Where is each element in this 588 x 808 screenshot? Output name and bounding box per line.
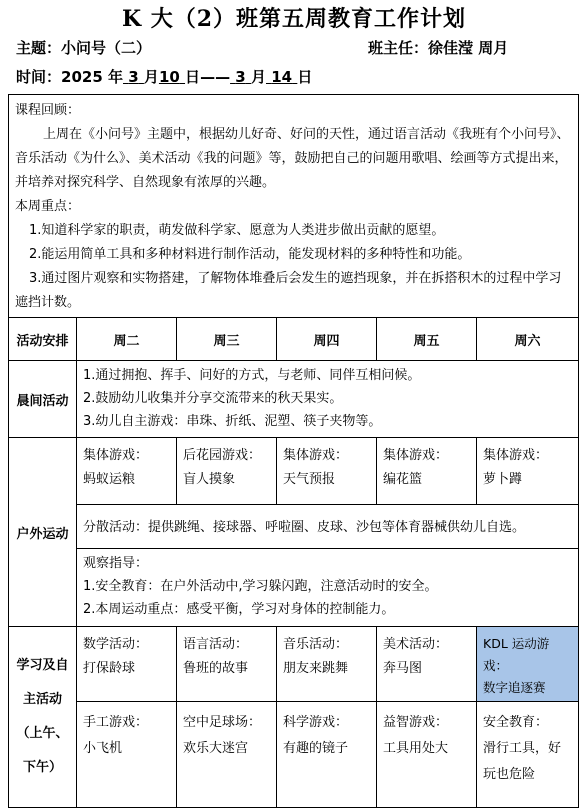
focus-item: 2.能运用简单工具和多种材料进行制作活动，能发现材料的多种特性和功能。 (29, 247, 471, 262)
game-type: 集体游戏： (283, 448, 349, 463)
morning-content (77, 361, 579, 438)
morning-item: 2.鼓励幼儿收集并分享交流带来的秋天果实。 (83, 391, 343, 406)
end-day-value: 14 (271, 68, 293, 86)
activity-type: 音乐活动： (283, 637, 349, 652)
outdoor-observe-row (9, 549, 579, 627)
activity-name: 朋友来跳舞 (283, 661, 349, 676)
review-label: 课程回顾： (15, 103, 81, 118)
day-header-wed: 周三 (177, 318, 277, 361)
page-title: K 大（2）班第五周教育工作计划 (121, 6, 467, 32)
day-header-thu: 周四 (277, 318, 377, 361)
activity-name: 小飞机 (83, 741, 123, 756)
game-type: 后花园游戏： (183, 448, 262, 463)
time-label: 时间： (16, 68, 62, 86)
game-type: 集体游戏： (83, 448, 149, 463)
activity-name: 欢乐大迷宫 (183, 741, 249, 756)
outdoor-game-cell (377, 438, 477, 505)
time-line (16, 66, 312, 87)
review-row (9, 95, 579, 318)
review-cell (9, 95, 579, 318)
end-month (230, 68, 251, 86)
day-header-fri: 周五 (377, 318, 477, 361)
study-row-2 (9, 702, 579, 808)
outdoor-games-row (9, 438, 579, 505)
activity-type: 美术活动： (383, 637, 449, 652)
activity-type: 安全教育： (483, 715, 549, 730)
outdoor-scattered-row (9, 505, 579, 549)
study-row-1 (9, 627, 579, 702)
end-month-value: 3 (235, 68, 246, 86)
activity-name: 数字追逐赛 (483, 680, 546, 695)
day-unit-2: 日 (297, 68, 313, 86)
activity-type: 数学活动： (83, 637, 149, 652)
game-type: 集体游戏： (383, 448, 449, 463)
study-cell (77, 627, 177, 702)
start-day (159, 68, 185, 86)
study-cell (277, 627, 377, 702)
study-label-line: 主活动 (22, 692, 62, 707)
activity-name: 鲁班的故事 (183, 661, 249, 676)
theme-value: 小问号（二） (61, 39, 152, 57)
teacher-line (368, 37, 508, 58)
month-unit-2: 月 (250, 68, 266, 86)
game-name: 天气预报 (283, 472, 336, 487)
end-day (266, 68, 297, 86)
focus-label: 本周重点： (15, 199, 81, 214)
study-label (9, 627, 77, 808)
activity-type: 语言活动： (183, 637, 249, 652)
activity-name: 工具用处大 (383, 741, 449, 756)
activity-name: 有趣的镜子 (283, 741, 349, 756)
morning-label: 晨间活动 (9, 361, 77, 438)
outdoor-label: 户外运动 (9, 438, 77, 627)
day-header-sat: 周六 (477, 318, 579, 361)
day-unit: 日 (185, 68, 201, 86)
focus-item: 3.通过图片观察和实物搭建，了解物体堆叠后会发生的遮挡现象，并在拆搭积木的过程中学习遮挡计数。 (15, 271, 562, 310)
focus-item: 1.知道科学家的职责，萌发做科学家、愿意为人类进步做出贡献的愿望。 (29, 223, 445, 238)
teacher-label: 班主任： (368, 39, 429, 57)
theme-label: 主题： (16, 39, 62, 57)
time-dash: —— (200, 68, 231, 86)
month-unit: 月 (143, 68, 159, 86)
study-label-line: 下午） (22, 760, 62, 775)
study-cell (377, 627, 477, 702)
activity-name: 奔马图 (383, 661, 423, 676)
teacher-value: 徐佳滢 周月 (428, 39, 509, 57)
activity-type: 科学游戏： (283, 715, 349, 730)
activity-type: 空中足球场： (183, 715, 262, 730)
study-cell (477, 702, 579, 808)
plan-table (8, 94, 579, 808)
study-cell (77, 702, 177, 808)
start-month-value: 3 (128, 68, 139, 86)
time-year: 2025 (61, 68, 103, 86)
game-name: 盲人摸象 (183, 472, 236, 487)
study-cell (177, 702, 277, 808)
theme-line (16, 37, 151, 58)
observe-item: 1.安全教育：在户外活动中,学习躲闪跑，注意活动时的安全。 (83, 579, 438, 594)
outdoor-game-cell (177, 438, 277, 505)
year-unit: 年 (108, 68, 124, 86)
day-header-tue: 周二 (77, 318, 177, 361)
activity-name: 打保龄球 (83, 661, 136, 676)
morning-row (9, 361, 579, 438)
outdoor-game-cell (77, 438, 177, 505)
observe-label: 观察指导： (83, 556, 149, 571)
observe-item: 2.本周运动重点：感受平衡，学习对身体的控制能力。 (83, 602, 395, 617)
study-cell (177, 627, 277, 702)
game-name: 编花篮 (383, 472, 423, 487)
outdoor-game-cell (277, 438, 377, 505)
game-name: 萝卜蹲 (483, 472, 523, 487)
study-cell-highlighted (477, 627, 579, 702)
game-name: 蚂蚁运粮 (83, 472, 136, 487)
review-text: 上周在《小问号》主题中，根据幼儿好奇、好问的天性，通过语言活动《我班有个小问号》、音乐活动《为什么》、美术活动《我的问题》等，鼓励把自己的问题用歌唱、绘画等方式提出来，并培养对探究科学、自然现象有浓厚的兴趣。 (15, 127, 570, 190)
scattered-activity: 分散活动：提供跳绳、接球器、呼啦圈、皮球、沙包等体育器械供幼儿自选。 (77, 505, 579, 549)
game-type: 集体游戏： (483, 448, 549, 463)
study-label-line: 学习及自 (16, 658, 69, 673)
activity-type: KDL 运动游戏： (483, 636, 550, 673)
study-cell (277, 702, 377, 808)
morning-item: 1.通过拥抱、挥手、问好的方式，与老师、同伴互相问候。 (83, 368, 421, 383)
observe-content (77, 549, 579, 627)
schedule-header-row (9, 318, 579, 361)
outdoor-game-cell (477, 438, 579, 505)
study-cell (377, 702, 477, 808)
study-label-line: （上午、 (16, 726, 69, 741)
activity-name: 滑行工具，好玩也危险 (483, 741, 562, 782)
morning-item: 3.幼儿自主游戏：串珠、折纸、泥塑、筷子夹物等。 (83, 414, 382, 429)
start-day-value: 10 (158, 68, 180, 86)
schedule-label: 活动安排 (9, 318, 77, 361)
activity-type: 益智游戏： (383, 715, 449, 730)
start-month (123, 68, 144, 86)
activity-type: 手工游戏： (83, 715, 149, 730)
